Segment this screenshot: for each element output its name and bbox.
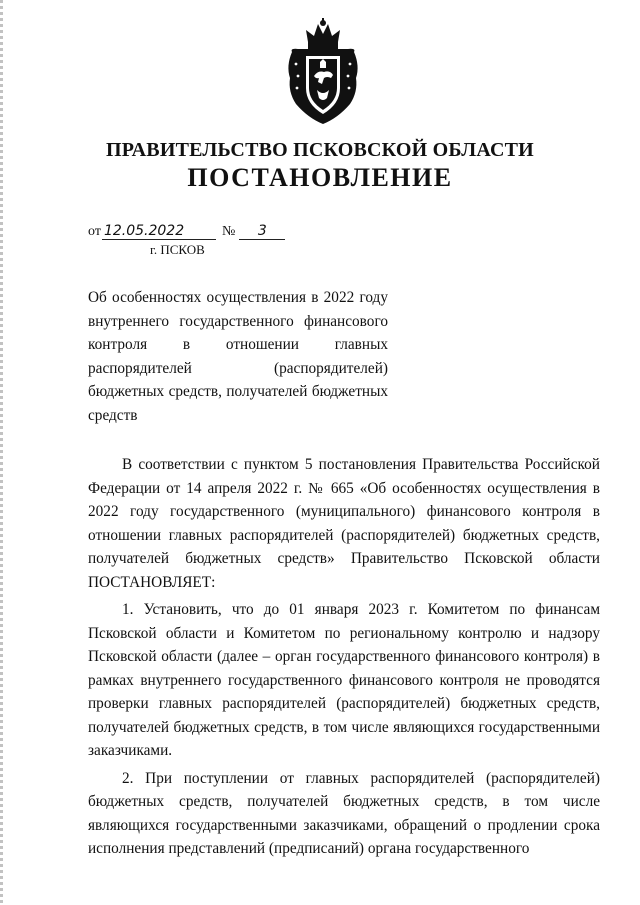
scan-edge-artifact xyxy=(0,0,3,905)
body-paragraph-2: 2. При поступлении от главных распорядителей (распорядителей) бюджетных средств, получателей бюджетных средств, в том числе являющихся государственными заказчиками, обращений о продлении срока исполнения представлений (предписаний) органа государственного xyxy=(88,769,600,857)
document-type-title: ПОСТАНОВЛЕНИЕ xyxy=(187,163,453,192)
government-title: ПРАВИТЕЛЬСТВО ПСКОВСКОЙ ОБЛАСТИ xyxy=(106,139,534,161)
handwritten-number: 3 xyxy=(239,223,285,240)
date-prefix: от xyxy=(88,224,101,239)
coat-of-arms-icon xyxy=(278,18,368,128)
body-paragraph-1: 1. Установить, что до 01 января 2023 г. Комитетом по финансам Псковской области и Комитетом по региональному контролю и надзору Псковской области (далее – орган государственного финансового контроля) в рамках внутреннего государственного финансового контроля не проводятся проверки главных распорядителей (распорядителей) бюджетных средств, получателей бюджетных средств, в том числе являющихся государственными заказчиками. xyxy=(88,601,600,759)
body-paragraph-preamble: В соответствии с пунктом 5 постановления Правительства Российской Федерации от 14 апреля 2022 г. № 665 «Об особенностях осуществления в 2022 году государственного (муниципального) финансового контроля в отношении главных распорядителей (распорядителей) бюджетных средств, получателей бюджетных средств» Правительство Псковской области ПОСТАНОВЛЯЕТ: xyxy=(88,456,600,591)
number-label: № xyxy=(221,224,236,239)
handwritten-date: 12.05.2022 xyxy=(102,223,216,240)
city-label: г. ПСКОВ xyxy=(150,242,205,257)
document-body xyxy=(88,453,600,865)
document-subject: Об особенностях осуществления в 2022 году внутреннего государственного финансового контроля в отношении главных распорядителей (распорядителей) бюджетных средств, получателей бюджетных средств xyxy=(88,289,388,424)
date-number-row xyxy=(88,223,285,240)
